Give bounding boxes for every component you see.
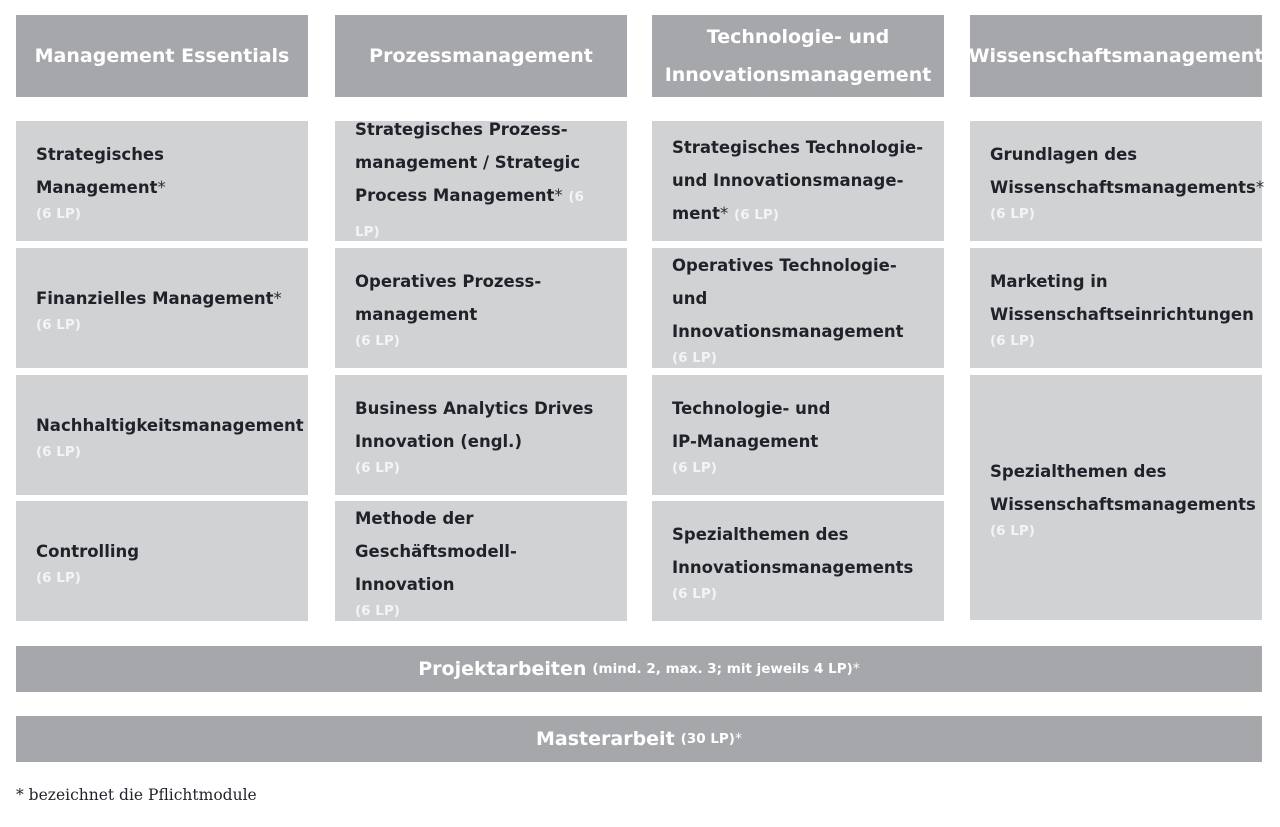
masterarbeit-bar (16, 716, 1262, 762)
module-credits: (6 LP) (355, 602, 400, 619)
module-card (335, 121, 627, 241)
module-title: Controlling (36, 541, 140, 561)
module-credits: (6 LP) (672, 460, 717, 476)
module-credits: (6 LP) (36, 206, 81, 222)
module-title: Spezialthemen des Innovationsmanagements (672, 525, 914, 577)
module-title: Methode der Geschäftsmodell-Innovation (355, 508, 517, 594)
module-credits: (6 LP) (990, 333, 1035, 349)
module-card (16, 121, 308, 241)
mandatory-marker: * (852, 661, 860, 677)
module-title: Grundlagen des Wissenschaftsmanagements* (990, 145, 1265, 197)
module-card (16, 501, 308, 621)
module-title: Nachhaltigkeitsmanagement (36, 415, 304, 435)
mandatory-marker: * (720, 203, 729, 223)
module-title: Strategisches Prozess- management / Strategic Process Management* (6 LP) (355, 120, 584, 240)
mandatory-marker: * (1255, 178, 1265, 197)
module-credits: (6 LP) (990, 522, 1035, 539)
module-credits: (6 LP) (36, 443, 81, 460)
module-card (652, 121, 944, 241)
module-card (335, 501, 627, 621)
column-header-wissenschaftsmanagement (970, 15, 1262, 97)
module-card (335, 375, 627, 495)
module-title: Operatives Technologie- und Innovationsmanagement (672, 255, 904, 341)
module-title: Operatives Prozess- management (355, 272, 542, 324)
projektarbeiten-title: Projektarbeiten (418, 658, 587, 680)
module-card (16, 248, 308, 368)
module-credits: (6 LP) (355, 189, 584, 240)
module-card (335, 248, 627, 368)
column-header-label: Management Essentials (34, 45, 290, 67)
module-title: Spezialthemen des Wissenschaftsmanagements (990, 461, 1256, 514)
module-title: Strategisches Technologie- und Innovationsmanage- ment* (6 LP) (672, 137, 924, 223)
module-credits: (6 LP) (355, 460, 400, 476)
module-title: Strategisches Management* (36, 145, 166, 197)
column-header-technologie-innovationsmanagement (652, 15, 944, 97)
module-credits: (6 LP) (672, 349, 717, 366)
projektarbeiten-bar (16, 646, 1262, 692)
module-card (16, 375, 308, 495)
column-header-prozessmanagement (335, 15, 627, 97)
module-credits: (6 LP) (36, 316, 81, 333)
mandatory-marker: * (273, 288, 282, 308)
module-card (970, 248, 1262, 368)
masterarbeit-title: Masterarbeit (536, 728, 675, 750)
module-title: Finanzielles Management* (36, 288, 282, 308)
mandatory-marker: * (554, 186, 563, 205)
column-header-management-essentials (16, 15, 308, 97)
module-card (652, 501, 944, 621)
module-title: Technologie- und IP-Management (672, 399, 831, 451)
module-credits: (6 LP) (355, 333, 400, 349)
module-credits: (6 LP) (36, 569, 81, 586)
module-card (970, 375, 1262, 620)
module-card (652, 375, 944, 495)
module-title: Marketing in Wissenschaftseinrichtungen (990, 272, 1254, 324)
module-credits: (6 LP) (990, 206, 1035, 222)
module-card (970, 121, 1265, 241)
module-card (652, 248, 944, 368)
module-credits: (6 LP) (734, 206, 779, 223)
column-header-label: Wissenschaftsmanagement (968, 45, 1264, 67)
module-title: Business Analytics Drives Innovation (engl.) (355, 399, 594, 451)
footnote: * bezeichnet die Pflichtmodule (16, 786, 257, 804)
masterarbeit-note: (30 LP) (680, 731, 735, 747)
mandatory-marker: * (734, 731, 742, 747)
column-header-label: Technologie- und Innovationsmanagement (664, 26, 932, 86)
projektarbeiten-note: (mind. 2, max. 3; mit jeweils 4 LP) (592, 661, 853, 677)
column-header-label: Prozessmanagement (369, 45, 593, 67)
mandatory-marker: * (157, 178, 166, 197)
module-credits: (6 LP) (672, 586, 717, 602)
